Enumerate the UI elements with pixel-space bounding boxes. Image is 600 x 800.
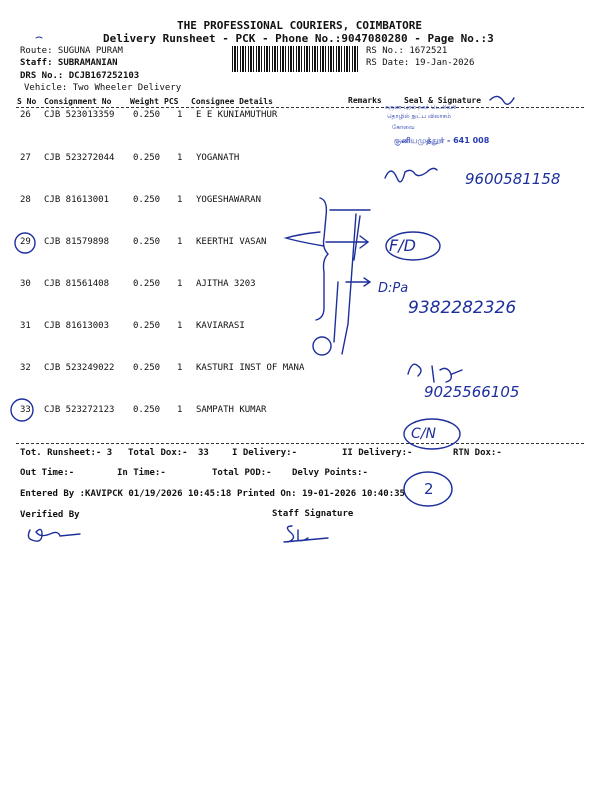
- row-weight: 0.250: [133, 195, 161, 205]
- staff-signature-label: Staff Signature: [272, 509, 354, 519]
- row-pcs: 1: [177, 237, 183, 247]
- col-sno: S No: [17, 97, 37, 106]
- vertical-line-a: [342, 214, 356, 354]
- route-label: Route: SUGUNA PURAM: [20, 46, 123, 56]
- row-consignment-no: CJB 81561408: [44, 279, 110, 289]
- row-weight: 0.250: [133, 110, 161, 120]
- out-time: Out Time:-: [20, 468, 75, 478]
- verified-by-label: Verified By: [20, 510, 80, 520]
- signature-staff: [284, 526, 328, 542]
- handwritten-circled-count: 2: [424, 480, 434, 498]
- company-name: THE PROFESSIONAL COURIERS, COIMBATORE: [177, 19, 423, 32]
- col-weight: Weight: [130, 97, 159, 106]
- col-remarks: Remarks: [348, 96, 382, 105]
- header-tick: [36, 37, 42, 38]
- total-dox-label: Total Dox:-: [128, 448, 188, 458]
- entered-by: Entered By :KAVIPCK 01/19/2026 10:45:18: [20, 489, 232, 499]
- row-weight: 0.250: [133, 405, 161, 415]
- row-consignee: AJITHA 3203: [196, 279, 256, 289]
- row-consignee: E E KUNIAMUTHUR: [196, 110, 278, 120]
- row-consignment-no: CJB 523013359: [44, 110, 115, 120]
- stamp-line-4: குனியமுத்தூர் - 641 008: [394, 136, 490, 145]
- connector-line: [334, 282, 338, 342]
- handwritten-phone-row-27: 9600581158: [465, 170, 561, 188]
- total-pod: Total POD:-: [212, 468, 272, 478]
- col-seal-signature: Seal & Signature: [404, 96, 482, 105]
- row-pcs: 1: [177, 279, 183, 289]
- row-consignment-no: CJB 81579898: [44, 237, 110, 247]
- bracket-line: [316, 198, 328, 320]
- row-consignee: YOGESHAWARAN: [196, 195, 262, 205]
- i-delivery: I Delivery:-: [232, 448, 298, 458]
- printed-on: Printed On: 19-01-2026 10:40:35: [237, 489, 405, 499]
- row-sno: 29: [20, 237, 31, 247]
- row-pcs: 1: [177, 405, 183, 415]
- ii-delivery: II Delivery:-: [342, 448, 413, 458]
- row-sno: 33: [20, 405, 31, 415]
- signature-row-27: [385, 168, 437, 181]
- row-weight: 0.250: [133, 279, 161, 289]
- vehicle-label: Vehicle: Two Wheeler Delivery: [24, 83, 182, 93]
- row-sno: 26: [20, 110, 31, 120]
- handwritten-phone-row-30: 9382282326: [408, 298, 517, 318]
- row-pcs: 1: [177, 153, 183, 163]
- footer-rule: [16, 443, 584, 444]
- row-consignment-no: CJB 81613001: [44, 195, 110, 205]
- rtn-dox: RTN Dox:-: [453, 448, 502, 458]
- col-consignee: Consignee Details: [191, 97, 273, 106]
- rs-number: RS No.: 1672521: [366, 46, 448, 56]
- row-pcs: 1: [177, 195, 183, 205]
- stamp-line-3: கோவை: [392, 124, 415, 131]
- row-consignment-no: CJB 523249022: [44, 363, 115, 373]
- row-sno: 28: [20, 195, 31, 205]
- rs-date: RS Date: 19-Jan-2026: [366, 58, 475, 68]
- col-pcs: PCS: [164, 97, 179, 106]
- row-pcs: 1: [177, 363, 183, 373]
- tot-runsheet: Tot. Runsheet:- 3: [20, 448, 113, 458]
- row-weight: 0.250: [133, 237, 161, 247]
- row-consignee: KAVIARASI: [196, 321, 245, 331]
- row-sno: 30: [20, 279, 31, 289]
- row-pcs: 1: [177, 110, 183, 120]
- row-consignment-no: CJB 523272123: [44, 405, 115, 415]
- in-time: In Time:-: [117, 468, 166, 478]
- stamp-line-1: சுகுண புரம் நகர் டெலிவரி: [385, 104, 457, 111]
- small-circle-row-31: [313, 337, 331, 355]
- vertical-line-b: [354, 216, 360, 260]
- row-weight: 0.250: [133, 321, 161, 331]
- row-consignment-no: CJB 81613003: [44, 321, 110, 331]
- row-weight: 0.250: [133, 153, 161, 163]
- total-dox-value: 33: [198, 448, 209, 458]
- handwritten-phone-row-32: 9025566105: [424, 383, 520, 401]
- signature-row-32: [408, 364, 462, 382]
- row-sno: 27: [20, 153, 31, 163]
- signature-verified: [28, 529, 80, 541]
- row-pcs: 1: [177, 321, 183, 331]
- stamp-squiggle: [490, 96, 514, 104]
- handwritten-mark-row-30: D:Pa: [378, 281, 409, 296]
- row-consignment-no: CJB 523272044: [44, 153, 115, 163]
- arrow-right-a: [326, 236, 368, 248]
- row-consignee: YOGANATH: [196, 153, 240, 163]
- barcode: [232, 46, 360, 72]
- staff-label: Staff: SUBRAMANIAN: [20, 58, 118, 68]
- handwritten-mark-row-33: C/N: [411, 426, 436, 442]
- row-consignee: KASTURI INST OF MANA: [196, 363, 305, 373]
- row-sno: 32: [20, 363, 31, 373]
- row-consignee: SAMPATH KUMAR: [196, 405, 267, 415]
- handwritten-mark-row-29: F/D: [389, 236, 416, 255]
- row-sno: 31: [20, 321, 31, 331]
- delvy-points: Delvy Points:-: [292, 468, 368, 478]
- runsheet-title: Delivery Runsheet - PCK - Phone No.:9047080280 - Page No.:3: [103, 32, 494, 45]
- header-rule: [16, 107, 584, 108]
- col-consignment: Consignment No: [44, 97, 112, 106]
- arrow-left-a: [286, 232, 324, 246]
- row-weight: 0.250: [133, 363, 161, 373]
- arrow-row-30: [346, 278, 370, 286]
- stamp-line-2: தொழில் நுட்ப விலாசம்: [387, 113, 451, 120]
- drs-number: DRS No.: DCJB167252103: [20, 71, 140, 81]
- row-consignee: KEERTHI VASAN: [196, 237, 267, 247]
